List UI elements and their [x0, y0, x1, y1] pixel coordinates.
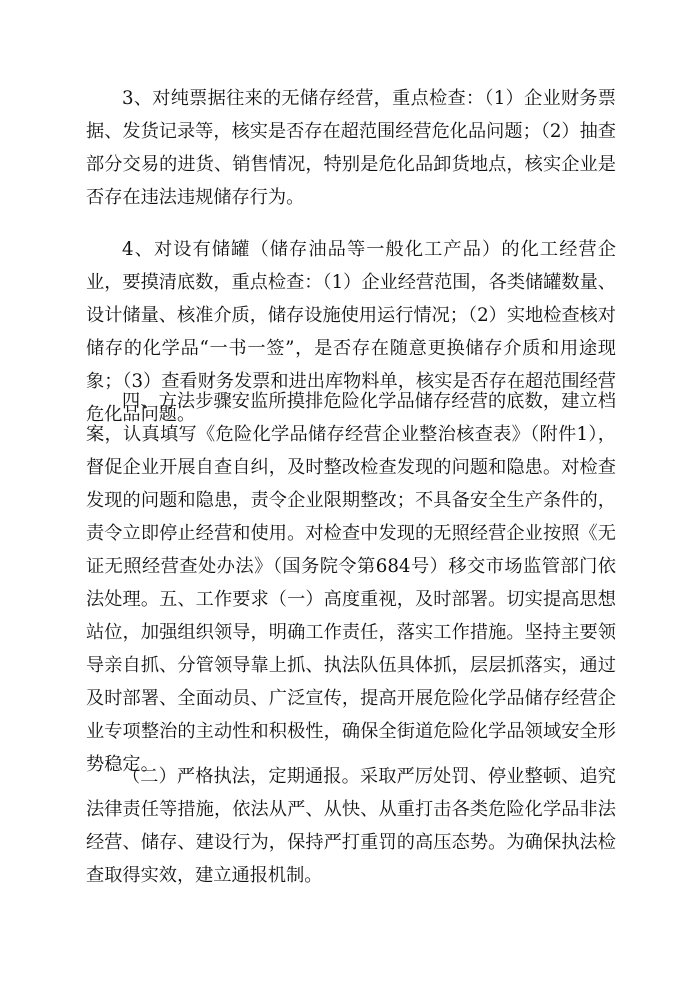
paragraph-item-3-no-storage-operation: 3、对纯票据往来的无储存经营，重点检查：（1）企业财务票据、发货记录等，核实是否存在超范围经营危化品问题；（2）抽查部分交易的进货、销售情况，特别是危化品卸货地点，核实企业是否存在违法违规储存行为。 — [86, 88, 616, 208]
paragraph-strict-enforcement: （二）严格执法，定期通报。采取严厉处罚、停业整顿、追究法律责任等措施，依法从严、从快、从重打击各类危险化学品非法经营、储存、建设行为，保持严打重罚的高压态势。为确保执法检查取得实效，建立通报机制。 — [86, 766, 616, 886]
paragraph-item-4-storage-tank-enterprises: 4、对设有储罐（储存油品等一般化工产品）的化工经营企业，要摸清底数，重点检查：（1）企业经营范围，各类储罐数量、设计储量、核准介质，储存设施使用运行情况；（2）实地检查核对储存的化学品“一书一签”，是否存在随意更换储存介质和用途现象；（3）查看财务发票和进出库物料单，核实是否存在超范围经营危化品问题。 — [86, 239, 616, 425]
paragraph-methods-and-work-requirements: 四、方法步骤安监所摸排危险化学品储存经营的底数，建立档案，认真填写《危险化学品储存经营企业整治核查表》（附件1），督促企业开展自查自纠，及时整改检查发现的问题和隐患。对检查发现的问题和隐患，责令企业限期整改；不具备安全生产条件的，责令立即停止经营和使用。对检查中发现的无照经营企业按照《无证无照经营查处办法》（国务院令第684号）移交市场监管部门依法处理。五、工作要求（一）高度重视，及时部署。切实提高思想站位，加强组织领导，明确工作责任，落实工作措施。坚持主要领导亲自抓、分管领导靠上抓、执法队伍具体抓，层层抓落实，通过及时部署、全面动员、广泛宣传，提高开展危险化学品储存经营企业专项整治的主动性和积极性，确保全街道危险化学品领域安全形势稳定。 — [86, 391, 616, 775]
